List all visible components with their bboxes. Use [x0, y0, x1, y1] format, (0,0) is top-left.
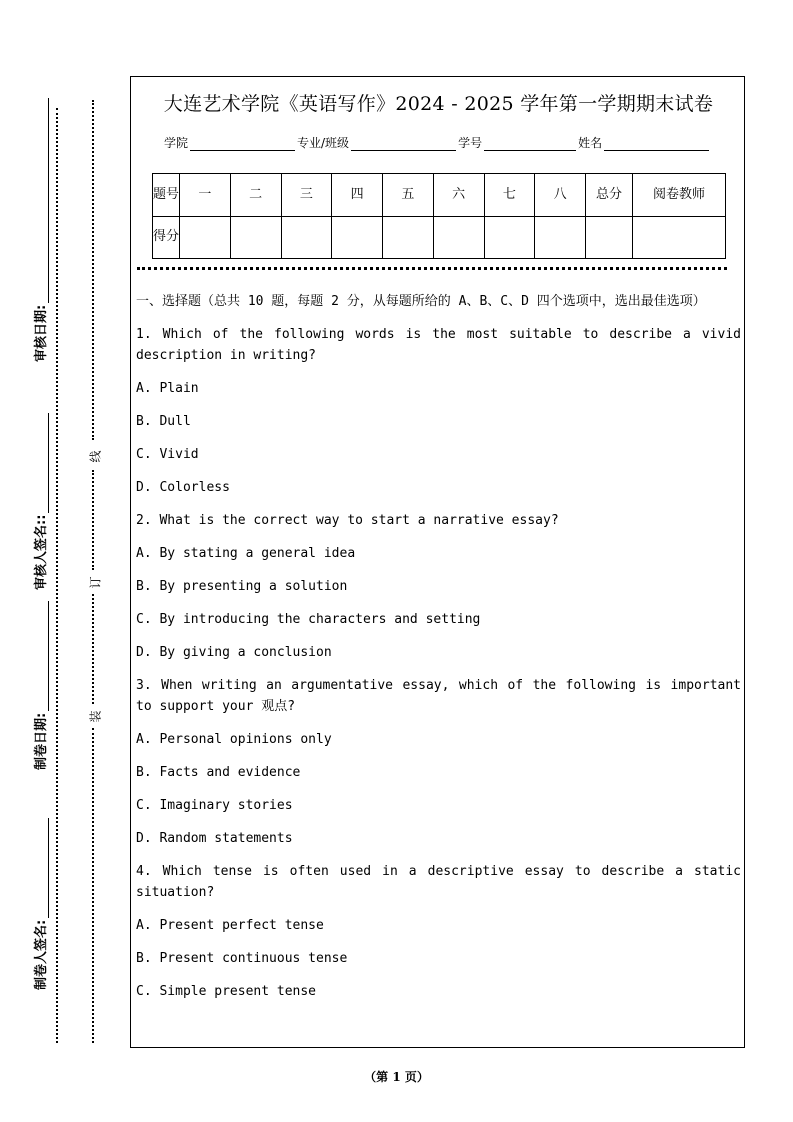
- review-date-blank: [47, 98, 49, 303]
- score-cell: [383, 216, 434, 259]
- maker-sign-label: 制卷人签名:: [34, 919, 49, 990]
- score-cell: [586, 216, 633, 259]
- student-info-row: [164, 134, 711, 151]
- section-heading: 一、选择题（总共 10 题，每题 2 分，从每题所给的 A、B、C、D 四个选项中，选出最佳选项）: [136, 294, 706, 309]
- question-2: 2. What is the correct way to start a narrative essay?: [136, 513, 559, 528]
- major-label: 专业/班级: [297, 136, 350, 150]
- student-id-label: 学号: [458, 136, 483, 150]
- score-cell: [484, 216, 535, 259]
- section-choice: [136, 291, 741, 1014]
- major-blank[interactable]: [351, 149, 456, 151]
- maker-sign-field: [30, 818, 49, 990]
- student-id-blank[interactable]: [484, 149, 576, 151]
- score-col-8: 八: [535, 174, 586, 217]
- score-col-5: 五: [383, 174, 434, 217]
- score-col-4: 四: [332, 174, 383, 217]
- question-number-label: 题号: [153, 174, 180, 217]
- score-cell: [281, 216, 332, 259]
- binding-line-label: 线: [88, 450, 103, 463]
- score-col-1: 一: [180, 174, 231, 217]
- score-cell: [332, 216, 383, 259]
- binding-bind-label: 装: [88, 710, 103, 723]
- question-1-option-d: D. Colorless: [136, 480, 230, 495]
- maker-sign-blank: [47, 818, 49, 918]
- score-cell: [180, 216, 231, 259]
- binding-order-label: 订: [88, 576, 103, 589]
- question-2-option-c: C. By introducing the characters and setting: [136, 612, 481, 627]
- exam-paper: [130, 76, 745, 1048]
- page-number: （第 1 页）: [364, 1070, 429, 1084]
- sidebar-dotted-line: [56, 108, 58, 1043]
- binding-dotted-line-4: [92, 728, 94, 1043]
- question-3-option-d: D. Random statements: [136, 831, 293, 846]
- score-row-label: 得分: [153, 216, 180, 259]
- header-dotted-divider: [137, 267, 727, 270]
- question-3: 3. When writing an argumentative essay, which of the following is important to support your 观点?: [136, 678, 741, 714]
- question-4-option-a: A. Present perfect tense: [136, 918, 324, 933]
- score-col-2: 二: [230, 174, 281, 217]
- question-3-option-b: B. Facts and evidence: [136, 765, 301, 780]
- score-table: [152, 173, 726, 259]
- score-col-7: 七: [484, 174, 535, 217]
- make-date-field: [30, 601, 49, 770]
- question-3-option-c: C. Imaginary stories: [136, 798, 293, 813]
- score-table-header-row: [153, 174, 726, 217]
- score-cell: [433, 216, 484, 259]
- score-col-total: 总分: [586, 174, 633, 217]
- college-label: 学院: [164, 136, 189, 150]
- question-1-option-a: A. Plain: [136, 381, 199, 396]
- question-4-option-b: B. Present continuous tense: [136, 951, 348, 966]
- question-4-option-c: C. Simple present tense: [136, 984, 317, 999]
- score-table-score-row: [153, 216, 726, 259]
- binding-dotted-line-3: [92, 594, 94, 704]
- score-col-6: 六: [433, 174, 484, 217]
- reviewer-sign-field: [30, 413, 49, 590]
- question-1: 1. Which of the following words is the most suitable to describe a vivid description in writing?: [136, 327, 741, 363]
- name-blank[interactable]: [604, 149, 709, 151]
- make-date-blank: [47, 601, 49, 711]
- question-2-option-b: B. By presenting a solution: [136, 579, 348, 594]
- exam-title: 大连艺术学院《英语写作》2024 - 2025 学年第一学期期末试卷: [163, 93, 714, 115]
- question-4: 4. Which tense is often used in a descriptive essay to describe a static situation?: [136, 864, 741, 900]
- score-col-3: 三: [281, 174, 332, 217]
- review-date-field: [30, 98, 49, 362]
- question-3-option-a: A. Personal opinions only: [136, 732, 332, 747]
- review-date-label: 审核日期:: [34, 304, 49, 362]
- binding-dotted-line-2: [92, 470, 94, 570]
- question-1-option-c: C. Vivid: [136, 447, 199, 462]
- score-cell: [633, 216, 726, 259]
- college-blank[interactable]: [190, 149, 295, 151]
- question-2-option-a: A. By stating a general idea: [136, 546, 356, 561]
- score-cell: [535, 216, 586, 259]
- name-label: 姓名: [578, 136, 603, 150]
- question-1-option-b: B. Dull: [136, 414, 191, 429]
- question-2-option-d: D. By giving a conclusion: [136, 645, 332, 660]
- reviewer-sign-label: 审核人签名::: [34, 514, 49, 590]
- binding-dotted-line-1: [92, 100, 94, 440]
- reviewer-sign-blank: [47, 413, 49, 513]
- make-date-label: 制卷日期:: [34, 712, 49, 770]
- score-cell: [230, 216, 281, 259]
- score-col-grader: 阅卷教师: [633, 174, 726, 217]
